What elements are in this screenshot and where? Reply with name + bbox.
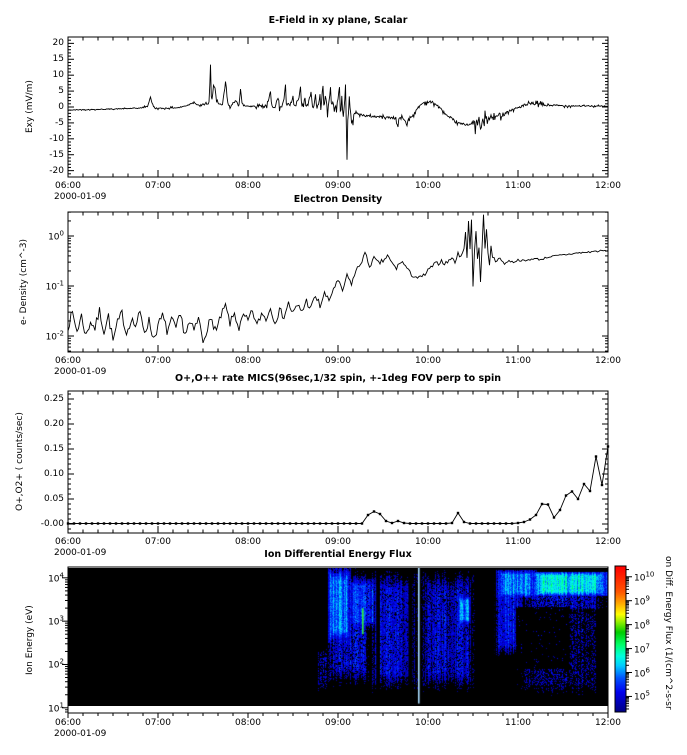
- data-marker: [217, 522, 219, 524]
- data-marker: [547, 503, 549, 505]
- x-tick-label: 07:00: [145, 356, 171, 366]
- y-tick-label: $10^2$: [48, 657, 64, 671]
- x-tick-label: 12:00: [595, 537, 621, 547]
- x-tick-label: 09:00: [325, 718, 351, 728]
- x-tick-label: 12:00: [595, 718, 621, 728]
- data-marker: [145, 522, 147, 524]
- data-marker: [91, 522, 93, 524]
- panel3-ylabel: O+,O2+ ( counts/sec): [15, 412, 25, 512]
- data-marker: [241, 522, 243, 524]
- y-tick-label: 0.25: [43, 394, 64, 404]
- data-marker: [313, 522, 315, 524]
- colorbar-tick-label: $10^9$: [634, 594, 650, 608]
- data-marker: [307, 522, 309, 524]
- data-marker: [589, 490, 591, 492]
- data-marker: [415, 522, 417, 524]
- data-marker: [577, 498, 579, 500]
- data-marker: [595, 455, 597, 457]
- panel1-title: E-Field in xy plane, Scalar: [268, 15, 408, 26]
- data-marker: [601, 484, 603, 486]
- y-tick-label: -15: [49, 149, 64, 160]
- colorbar-label: on Diff. Energy Flux (1/(cm^2-s-sr: [663, 556, 673, 710]
- x-date-label: 2000-01-09: [54, 192, 107, 202]
- data-marker: [439, 522, 441, 524]
- data-marker: [133, 522, 135, 524]
- data-marker: [121, 522, 123, 524]
- x-tick-label: 10:00: [415, 356, 441, 366]
- data-marker: [523, 521, 525, 523]
- data-marker: [499, 522, 501, 524]
- data-marker: [193, 522, 195, 524]
- data-marker: [583, 483, 585, 485]
- data-marker: [295, 522, 297, 524]
- x-date-label: 2000-01-09: [54, 729, 107, 739]
- data-marker: [571, 490, 573, 492]
- x-date-label: 2000-01-09: [54, 367, 107, 377]
- x-tick-label: 12:00: [595, 356, 621, 366]
- data-marker: [73, 522, 75, 524]
- panel3-title: O+,O++ rate MICS(96sec,1/32 spin, +-1deg FOV perp to spin: [175, 373, 501, 384]
- x-tick-label: 06:00: [55, 537, 81, 547]
- data-marker: [391, 522, 393, 524]
- x-tick-label: 09:00: [325, 356, 351, 366]
- counts-series: [68, 447, 608, 524]
- data-marker: [427, 522, 429, 524]
- data-marker: [337, 522, 339, 524]
- data-marker: [403, 522, 405, 524]
- data-marker: [433, 522, 435, 524]
- y-tick-label: 0: [58, 102, 64, 112]
- data-marker: [325, 522, 327, 524]
- data-marker: [175, 522, 177, 524]
- y-tick-label: -0.00: [40, 519, 64, 529]
- data-marker: [157, 522, 159, 524]
- data-marker: [301, 522, 303, 524]
- data-marker: [169, 522, 171, 524]
- y-tick-label: 0.20: [43, 419, 64, 429]
- data-marker: [127, 522, 129, 524]
- data-marker: [205, 522, 207, 524]
- x-tick-label: 06:00: [55, 181, 81, 191]
- y-tick-label: -10: [49, 133, 64, 144]
- data-marker: [103, 522, 105, 524]
- y-tick-label: $10^1$: [48, 701, 64, 715]
- x-tick-label: 08:00: [235, 356, 261, 366]
- data-marker: [385, 520, 387, 522]
- data-marker: [565, 494, 567, 496]
- y-tick-label: 0.10: [43, 469, 64, 479]
- data-marker: [247, 522, 249, 524]
- x-tick-label: 10:00: [415, 181, 441, 191]
- y-tick-label: 0.05: [43, 494, 64, 504]
- data-marker: [283, 522, 285, 524]
- x-tick-label: 09:00: [325, 181, 351, 191]
- density-series: [68, 215, 608, 343]
- data-marker: [85, 522, 87, 524]
- data-marker: [265, 522, 267, 524]
- panel4-title: Ion Differential Energy Flux: [264, 549, 412, 560]
- data-marker: [97, 522, 99, 524]
- x-tick-label: 06:00: [55, 718, 81, 728]
- y-tick-label: 10: [52, 70, 64, 81]
- data-marker: [487, 522, 489, 524]
- y-tick-label: 20: [52, 38, 64, 49]
- data-marker: [289, 522, 291, 524]
- data-marker: [493, 522, 495, 524]
- data-marker: [541, 503, 543, 505]
- data-marker: [553, 516, 555, 518]
- y-tick-label: $10^4$: [48, 571, 64, 585]
- data-marker: [409, 522, 411, 524]
- x-tick-label: 06:00: [55, 356, 81, 366]
- y-tick-label: $10^{-2}$: [45, 329, 64, 343]
- data-marker: [319, 522, 321, 524]
- data-marker: [259, 522, 261, 524]
- data-marker: [277, 522, 279, 524]
- data-marker: [199, 522, 201, 524]
- panel2-ylabel: e- Density (cm^-3): [19, 239, 29, 325]
- data-marker: [151, 522, 153, 524]
- data-marker: [529, 518, 531, 520]
- x-tick-label: 08:00: [235, 181, 261, 191]
- data-marker: [79, 522, 81, 524]
- x-tick-label: 11:00: [505, 537, 531, 547]
- data-marker: [457, 512, 459, 514]
- data-marker: [505, 522, 507, 524]
- data-marker: [181, 522, 183, 524]
- colorbar-tick-label: $10^5$: [634, 689, 650, 703]
- x-tick-label: 11:00: [505, 181, 531, 191]
- data-marker: [361, 522, 363, 524]
- colorbar-tick-label: $10^6$: [634, 666, 650, 679]
- data-marker: [451, 522, 453, 524]
- data-marker: [187, 522, 189, 524]
- x-tick-label: 07:00: [145, 537, 171, 547]
- data-marker: [115, 522, 117, 524]
- y-tick-label: -20: [49, 165, 64, 176]
- data-marker: [229, 522, 231, 524]
- x-tick-label: 08:00: [235, 718, 261, 728]
- data-marker: [373, 510, 375, 512]
- data-marker: [367, 514, 369, 516]
- y-tick-label: 15: [52, 54, 64, 65]
- data-marker: [271, 522, 273, 524]
- panel2-title: Electron Density: [293, 194, 383, 205]
- data-marker: [511, 522, 513, 524]
- data-marker: [469, 522, 471, 524]
- data-marker: [253, 522, 255, 524]
- colorbar-tick-label: $10^8$: [634, 618, 650, 632]
- x-tick-label: 11:00: [505, 356, 531, 366]
- data-marker: [463, 521, 465, 523]
- x-tick-label: 12:00: [595, 181, 621, 191]
- efield-series: [68, 65, 608, 160]
- data-marker: [349, 522, 351, 524]
- y-tick-label: -5: [55, 117, 64, 128]
- data-marker: [481, 522, 483, 524]
- y-tick-label: $10^{-1}$: [45, 279, 64, 293]
- data-marker: [163, 522, 165, 524]
- data-marker: [559, 509, 561, 511]
- x-tick-label: 08:00: [235, 537, 261, 547]
- x-tick-label: 10:00: [415, 537, 441, 547]
- x-tick-label: 10:00: [415, 718, 441, 728]
- x-tick-label: 07:00: [145, 181, 171, 191]
- data-marker: [331, 522, 333, 524]
- y-tick-label: $10^0$: [48, 229, 64, 243]
- colorbar-tick-label: $10^7$: [634, 642, 650, 656]
- data-marker: [139, 522, 141, 524]
- panel4-ylabel: Ion Energy (eV): [25, 605, 35, 675]
- data-marker: [421, 522, 423, 524]
- data-marker: [607, 445, 609, 447]
- y-tick-label: 0.15: [43, 444, 64, 454]
- x-tick-label: 11:00: [505, 718, 531, 728]
- y-tick-label: 5: [58, 86, 64, 97]
- data-marker: [355, 522, 357, 524]
- data-marker: [223, 522, 225, 524]
- data-marker: [67, 522, 69, 524]
- x-tick-label: 07:00: [145, 718, 171, 728]
- data-marker: [211, 522, 213, 524]
- x-tick-label: 09:00: [325, 537, 351, 547]
- data-marker: [109, 522, 111, 524]
- data-marker: [475, 522, 477, 524]
- y-tick-label: $10^3$: [48, 614, 64, 628]
- data-marker: [517, 522, 519, 524]
- x-date-label: 2000-01-09: [54, 548, 107, 558]
- data-marker: [379, 513, 381, 515]
- colorbar-tick-label: $10^{10}$: [634, 570, 655, 584]
- panel1-ylabel: Exy (mV/m): [25, 80, 35, 134]
- data-marker: [343, 522, 345, 524]
- data-marker: [397, 520, 399, 522]
- data-marker: [445, 522, 447, 524]
- data-marker: [535, 514, 537, 516]
- data-marker: [235, 522, 237, 524]
